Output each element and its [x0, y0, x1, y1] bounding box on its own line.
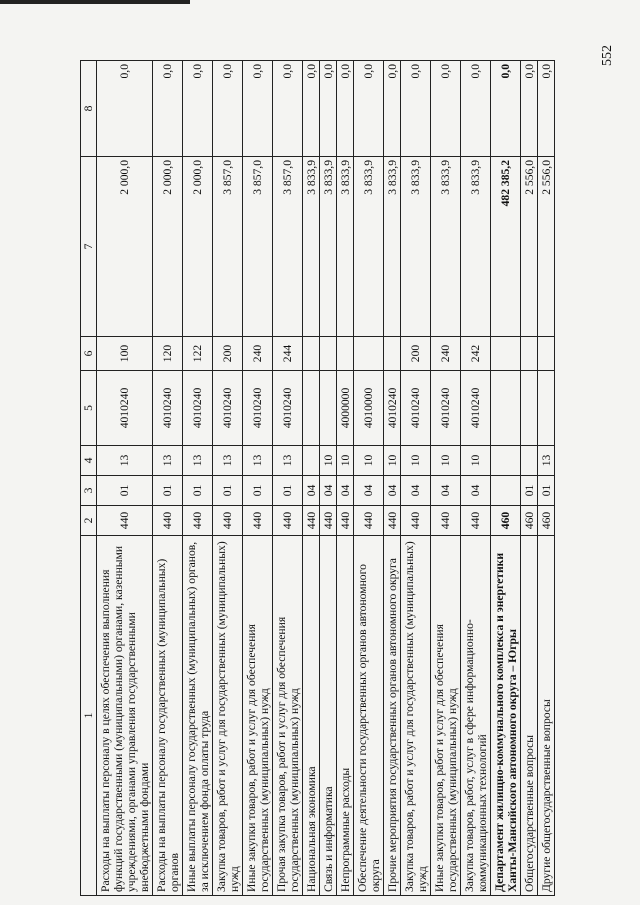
- cell-col-4: 10: [354, 446, 384, 476]
- cell-col-3: 01: [243, 476, 273, 506]
- cell-col-6: 200: [213, 337, 243, 371]
- cell-col-6: [521, 337, 538, 371]
- cell-col-5: 4010240: [153, 371, 183, 446]
- cell-col-5: [521, 371, 538, 446]
- cell-col-8: 0,0: [303, 61, 320, 157]
- cell-col-7: 3 857,0: [243, 157, 273, 337]
- row-label: Расходы на выплаты персоналу в целях обеспечения выполнения функций государственными (муниципальными) органами, казенными учреждениями, органами управления государственными внебюджетными фондами: [97, 536, 153, 896]
- cell-col-8: 0,0: [491, 61, 521, 157]
- table-row: [273, 61, 303, 896]
- cell-col-2: 460: [521, 506, 538, 536]
- table-row: [431, 61, 461, 896]
- cell-col-4: 10: [384, 446, 401, 476]
- cell-col-4: 10: [461, 446, 491, 476]
- cell-col-5: 4010240: [213, 371, 243, 446]
- cell-col-2: 460: [538, 506, 555, 536]
- cell-col-6: 120: [153, 337, 183, 371]
- table-row: [384, 61, 401, 896]
- row-label: Прочая закупка товаров, работ и услуг для обеспечения государственных (муниципальных) нужд: [273, 536, 303, 896]
- cell-col-7: 3 833,9: [303, 157, 320, 337]
- table-row: [213, 61, 243, 896]
- rotated-page-content: [80, 61, 590, 896]
- row-label: Расходы на выплаты персоналу государственных (муниципальных) органов: [153, 536, 183, 896]
- table-row: [491, 61, 521, 896]
- cell-col-2: 440: [153, 506, 183, 536]
- cell-col-7: 2 556,0: [538, 157, 555, 337]
- cell-col-2: 440: [337, 506, 354, 536]
- scan-top-edge: [0, 0, 190, 4]
- cell-col-4: 10: [401, 446, 431, 476]
- cell-col-3: 01: [183, 476, 213, 506]
- cell-col-4: 10: [431, 446, 461, 476]
- cell-col-6: 200: [401, 337, 431, 371]
- cell-col-6: [491, 337, 521, 371]
- cell-col-7: 2 000,0: [153, 157, 183, 337]
- cell-col-2: 440: [461, 506, 491, 536]
- cell-col-4: 13: [273, 446, 303, 476]
- cell-col-3: 04: [303, 476, 320, 506]
- cell-col-6: 240: [431, 337, 461, 371]
- table-header-row: [81, 61, 97, 896]
- row-label: Связь и информатика: [320, 536, 337, 896]
- cell-col-4: 13: [538, 446, 555, 476]
- cell-col-3: [491, 476, 521, 506]
- cell-col-2: 440: [401, 506, 431, 536]
- table-row: [303, 61, 320, 896]
- cell-col-5: [320, 371, 337, 446]
- cell-col-7: 3 833,9: [401, 157, 431, 337]
- table-row: [521, 61, 538, 896]
- cell-col-2: 440: [431, 506, 461, 536]
- cell-col-5: 4010240: [461, 371, 491, 446]
- cell-col-5: 4010240: [97, 371, 153, 446]
- cell-col-8: 0,0: [461, 61, 491, 157]
- cell-col-8: 0,0: [183, 61, 213, 157]
- cell-col-2: 460: [491, 506, 521, 536]
- row-label: Иные закупки товаров, работ и услуг для обеспечения государственных (муниципальных) нужд: [431, 536, 461, 896]
- cell-col-5: [491, 371, 521, 446]
- column-header: 8: [81, 61, 97, 157]
- budget-table: [80, 60, 555, 896]
- cell-col-7: 482 385,2: [491, 157, 521, 337]
- cell-col-6: [538, 337, 555, 371]
- cell-col-8: 0,0: [97, 61, 153, 157]
- table-row: [153, 61, 183, 896]
- cell-col-2: 440: [320, 506, 337, 536]
- cell-col-2: 440: [97, 506, 153, 536]
- cell-col-7: 2 000,0: [183, 157, 213, 337]
- table-row: [354, 61, 384, 896]
- cell-col-7: 3 833,9: [354, 157, 384, 337]
- cell-col-4: [491, 446, 521, 476]
- cell-col-8: 0,0: [431, 61, 461, 157]
- cell-col-5: 4010240: [384, 371, 401, 446]
- cell-col-8: 0,0: [320, 61, 337, 157]
- column-header: 4: [81, 446, 97, 476]
- cell-col-4: 13: [97, 446, 153, 476]
- cell-col-7: 3 857,0: [273, 157, 303, 337]
- cell-col-5: 4010240: [273, 371, 303, 446]
- page-number: 552: [600, 45, 615, 66]
- table-row: [461, 61, 491, 896]
- cell-col-8: 0,0: [521, 61, 538, 157]
- column-header: 3: [81, 476, 97, 506]
- cell-col-8: 0,0: [213, 61, 243, 157]
- cell-col-3: 01: [213, 476, 243, 506]
- cell-col-3: 01: [538, 476, 555, 506]
- cell-col-8: 0,0: [384, 61, 401, 157]
- cell-col-5: 4010240: [401, 371, 431, 446]
- cell-col-4: [303, 446, 320, 476]
- cell-col-6: 242: [461, 337, 491, 371]
- cell-col-6: [320, 337, 337, 371]
- column-header: 7: [81, 157, 97, 337]
- cell-col-3: 04: [337, 476, 354, 506]
- cell-col-6: 100: [97, 337, 153, 371]
- cell-col-2: 440: [273, 506, 303, 536]
- cell-col-3: 01: [521, 476, 538, 506]
- cell-col-5: 4000000: [337, 371, 354, 446]
- cell-col-3: 04: [431, 476, 461, 506]
- row-label: Другие общегосударственные вопросы: [538, 536, 555, 896]
- table-row: [97, 61, 153, 896]
- cell-col-3: 04: [401, 476, 431, 506]
- column-header: 5: [81, 371, 97, 446]
- cell-col-2: 440: [303, 506, 320, 536]
- cell-col-6: 122: [183, 337, 213, 371]
- cell-col-5: 4010240: [183, 371, 213, 446]
- cell-col-7: 2 000,0: [97, 157, 153, 337]
- cell-col-5: 4010240: [243, 371, 273, 446]
- cell-col-5: 4010000: [354, 371, 384, 446]
- cell-col-5: 4010240: [431, 371, 461, 446]
- cell-col-3: 01: [273, 476, 303, 506]
- cell-col-2: 440: [213, 506, 243, 536]
- table-row: [183, 61, 213, 896]
- cell-col-6: [337, 337, 354, 371]
- cell-col-8: 0,0: [337, 61, 354, 157]
- cell-col-7: 3 833,9: [431, 157, 461, 337]
- cell-col-7: 3 833,9: [384, 157, 401, 337]
- row-label: Закупка товаров, работ, услуг в сфере информационно-коммуникационных технологий: [461, 536, 491, 896]
- row-label: Обеспечение деятельности государственных органов автономного округа: [354, 536, 384, 896]
- row-label: Прочие мероприятия государственных органов автономного округа: [384, 536, 401, 896]
- table-row: [320, 61, 337, 896]
- row-label: Иные выплаты персоналу государственных (муниципальных) органов, за исключением фонда оплаты труда: [183, 536, 213, 896]
- cell-col-6: [303, 337, 320, 371]
- table-row: [401, 61, 431, 896]
- cell-col-7: 3 833,9: [320, 157, 337, 337]
- cell-col-7: 2 556,0: [521, 157, 538, 337]
- cell-col-5: [538, 371, 555, 446]
- cell-col-3: 04: [461, 476, 491, 506]
- row-label: Общегосударственные вопросы: [521, 536, 538, 896]
- row-label: Непрограммные расходы: [337, 536, 354, 896]
- cell-col-6: [354, 337, 384, 371]
- cell-col-2: 440: [243, 506, 273, 536]
- cell-col-8: 0,0: [401, 61, 431, 157]
- cell-col-8: 0,0: [243, 61, 273, 157]
- cell-col-2: 440: [183, 506, 213, 536]
- column-header: 1: [81, 536, 97, 896]
- cell-col-8: 0,0: [354, 61, 384, 157]
- cell-col-4: 13: [243, 446, 273, 476]
- cell-col-8: 0,0: [273, 61, 303, 157]
- cell-col-8: 0,0: [538, 61, 555, 157]
- column-header: 6: [81, 337, 97, 371]
- cell-col-3: 04: [320, 476, 337, 506]
- cell-col-2: 440: [384, 506, 401, 536]
- cell-col-7: 3 833,9: [337, 157, 354, 337]
- cell-col-4: 13: [213, 446, 243, 476]
- cell-col-3: 01: [97, 476, 153, 506]
- cell-col-5: [303, 371, 320, 446]
- cell-col-2: 440: [354, 506, 384, 536]
- row-label: Иные закупки товаров, работ и услуг для обеспечения государственных (муниципальных) нужд: [243, 536, 273, 896]
- row-label: Закупка товаров, работ и услуг для государственных (муниципальных) нужд: [401, 536, 431, 896]
- row-label: Закупка товаров, работ и услуг для государственных (муниципальных) нужд: [213, 536, 243, 896]
- table-row: [538, 61, 555, 896]
- cell-col-4: 13: [183, 446, 213, 476]
- cell-col-4: 10: [337, 446, 354, 476]
- cell-col-3: 04: [384, 476, 401, 506]
- cell-col-4: 13: [153, 446, 183, 476]
- column-header: 2: [81, 506, 97, 536]
- cell-col-7: 3 857,0: [213, 157, 243, 337]
- cell-col-8: 0,0: [153, 61, 183, 157]
- row-label: Департамент жилищно-коммунального комплекса и энергетики Ханты-Мансийского автономного округа – Югры: [491, 536, 521, 896]
- cell-col-3: 04: [354, 476, 384, 506]
- cell-col-7: 3 833,9: [461, 157, 491, 337]
- table-row: [243, 61, 273, 896]
- cell-col-4: 10: [320, 446, 337, 476]
- cell-col-3: 01: [153, 476, 183, 506]
- cell-col-4: [521, 446, 538, 476]
- cell-col-6: [384, 337, 401, 371]
- cell-col-6: 244: [273, 337, 303, 371]
- row-label: Национальная экономика: [303, 536, 320, 896]
- cell-col-6: 240: [243, 337, 273, 371]
- table-row: [337, 61, 354, 896]
